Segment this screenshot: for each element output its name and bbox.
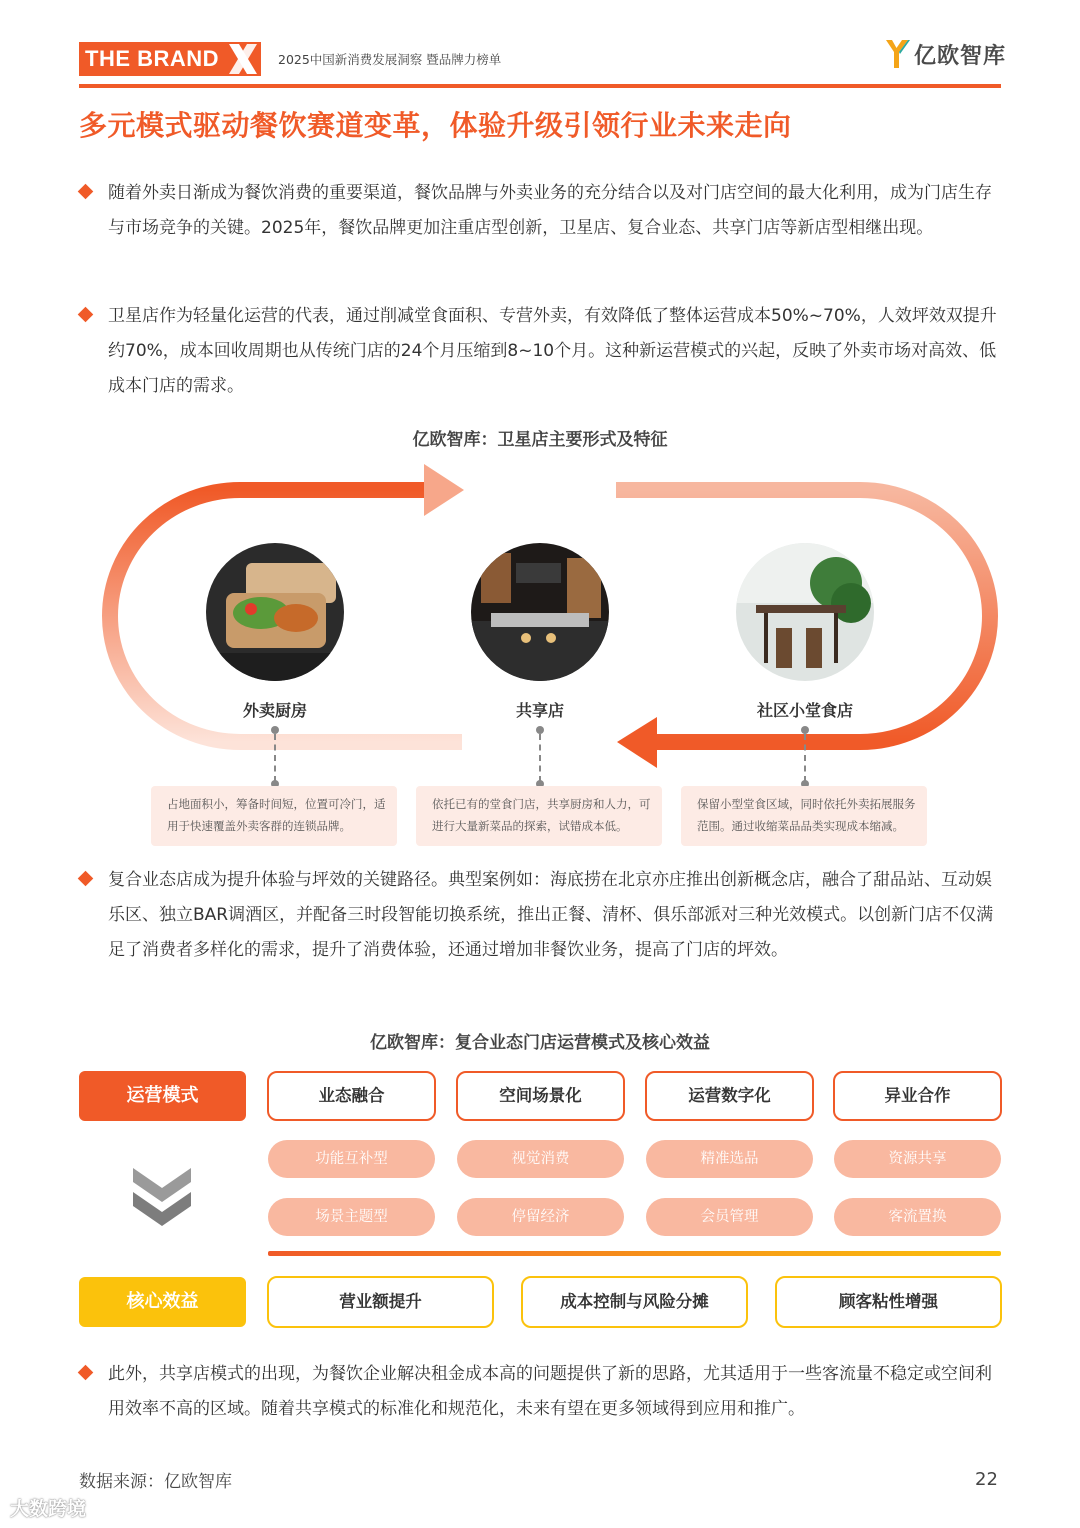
connector-line — [274, 734, 276, 782]
double-chevron-down-icon — [131, 1166, 193, 1228]
corner-watermark: 大数跨境 — [10, 1498, 87, 1520]
mode-item-pill: 功能互补型 — [268, 1140, 435, 1178]
store-label-shared: 共享店 — [515, 701, 564, 720]
brand-logo — [79, 42, 261, 76]
page-title: 多元模式驱动餐饮赛道变革，体验升级引领行业未来走向 — [79, 109, 792, 142]
paragraph-text: 卫星店作为轻量化运营的代表，通过削减堂食面积、专营外卖，有效降低了整体运营成本50%~70%，人效坪效双提升约70%，成本回收周期也从传统门店的24个月压缩到8~10个月。这种新运营模式的兴起，反映了外卖市场对高效、低成本门店的需求。 — [108, 306, 997, 396]
page-number: 22 — [975, 1469, 998, 1490]
shared-store-photo — [471, 543, 609, 681]
figure1-title: 亿欧智库：卫星店主要形式及特征 — [412, 430, 668, 450]
paragraph-3 — [80, 863, 1000, 968]
paragraph-text: 随着外卖日渐成为餐饮消费的重要渠道，餐饮品牌与外卖业务的充分结合以及对门店空间的最大化利用，成为门店生存与市场竞争的关键。2025年，餐饮品牌更加注重店型创新，卫星店、复合业态、共享门店等新店型相继出现。 — [108, 183, 992, 238]
mode-label: 运营模式 — [79, 1071, 246, 1121]
mode-item-pill: 场景主题型 — [268, 1198, 435, 1236]
store-label-community: 社区小堂食店 — [756, 701, 853, 720]
yiou-logo-icon — [884, 38, 910, 70]
takeaway-kitchen-photo — [206, 543, 344, 681]
paragraph-text: 此外，共享店模式的出现，为餐饮企业解决租金成本高的问题提供了新的思路，尤其适用于一些客流量不稳定或空间利用效率不高的区域。随着共享模式的标准化和规范化，未来有望在更多领域得到应用和推广。 — [108, 1364, 992, 1419]
mode-item-pill: 停留经济 — [457, 1198, 624, 1236]
paragraph-1 — [80, 176, 1000, 246]
header-rule — [79, 84, 1001, 88]
mode-box: 空间场景化 — [456, 1071, 625, 1121]
mode-box: 运营数字化 — [645, 1071, 814, 1121]
figure2-title: 亿欧智库：复合业态门店运营模式及核心效益 — [370, 1033, 710, 1053]
community-store-photo — [736, 543, 874, 681]
report-name: 2025中国新消费发展洞察 暨品牌力榜单 — [278, 52, 502, 67]
paragraph-4 — [80, 1357, 1000, 1427]
brand-x-icon — [225, 42, 261, 76]
mode-item-pill: 视觉消费 — [457, 1140, 624, 1178]
connector-line — [539, 734, 541, 782]
yiou-logo — [884, 38, 1006, 70]
benefit-box: 顾客粘性增强 — [775, 1276, 1002, 1328]
divider-gradient-line — [268, 1251, 1001, 1256]
mode-item-pill: 精准选品 — [646, 1140, 813, 1178]
paragraph-2 — [80, 299, 1000, 404]
brand-text: THE BRAND — [79, 42, 225, 76]
mode-box: 异业合作 — [833, 1071, 1002, 1121]
mode-item-pill: 会员管理 — [646, 1198, 813, 1236]
desc-takeaway: 占地面积小，筹备时间短，位置可冷门，适用于快速覆盖外卖客群的连锁品牌。 — [151, 786, 397, 846]
mode-box: 业态融合 — [267, 1071, 436, 1121]
desc-shared: 依托已有的堂食门店，共享厨房和人力，可进行大量新菜品的探索，试错成本低。 — [416, 786, 662, 846]
connector-dot — [801, 726, 809, 734]
benefit-box: 营业额提升 — [267, 1276, 494, 1328]
logo-text: 亿欧智库 — [914, 43, 1007, 69]
benefit-label: 核心效益 — [79, 1277, 246, 1327]
mode-item-pill: 客流置换 — [834, 1198, 1001, 1236]
mode-item-pill: 资源共享 — [834, 1140, 1001, 1178]
connector-dot — [271, 726, 279, 734]
connector-line — [804, 734, 806, 782]
store-label-takeaway: 外卖厨房 — [242, 701, 307, 720]
benefit-box: 成本控制与风险分摊 — [521, 1276, 748, 1328]
desc-community: 保留小型堂食区域，同时依托外卖拓展服务范围。通过收缩菜品品类实现成本缩减。 — [681, 786, 927, 846]
paragraph-text: 复合业态店成为提升体验与坪效的关键路径。典型案例如：海底捞在北京亦庄推出创新概念店，融合了甜品站、互动娱乐区、独立BAR调酒区，并配备三时段智能切换系统，推出正餐、清杯、俱乐部派对三种光效模式。以创新门店不仅满足了消费者多样化的需求，提升了消费体验，还通过增加非餐饮业务，提高了门店的坪效。 — [108, 870, 994, 960]
connector-dot — [536, 726, 544, 734]
data-source: 数据来源：亿欧智库 — [79, 1472, 232, 1492]
